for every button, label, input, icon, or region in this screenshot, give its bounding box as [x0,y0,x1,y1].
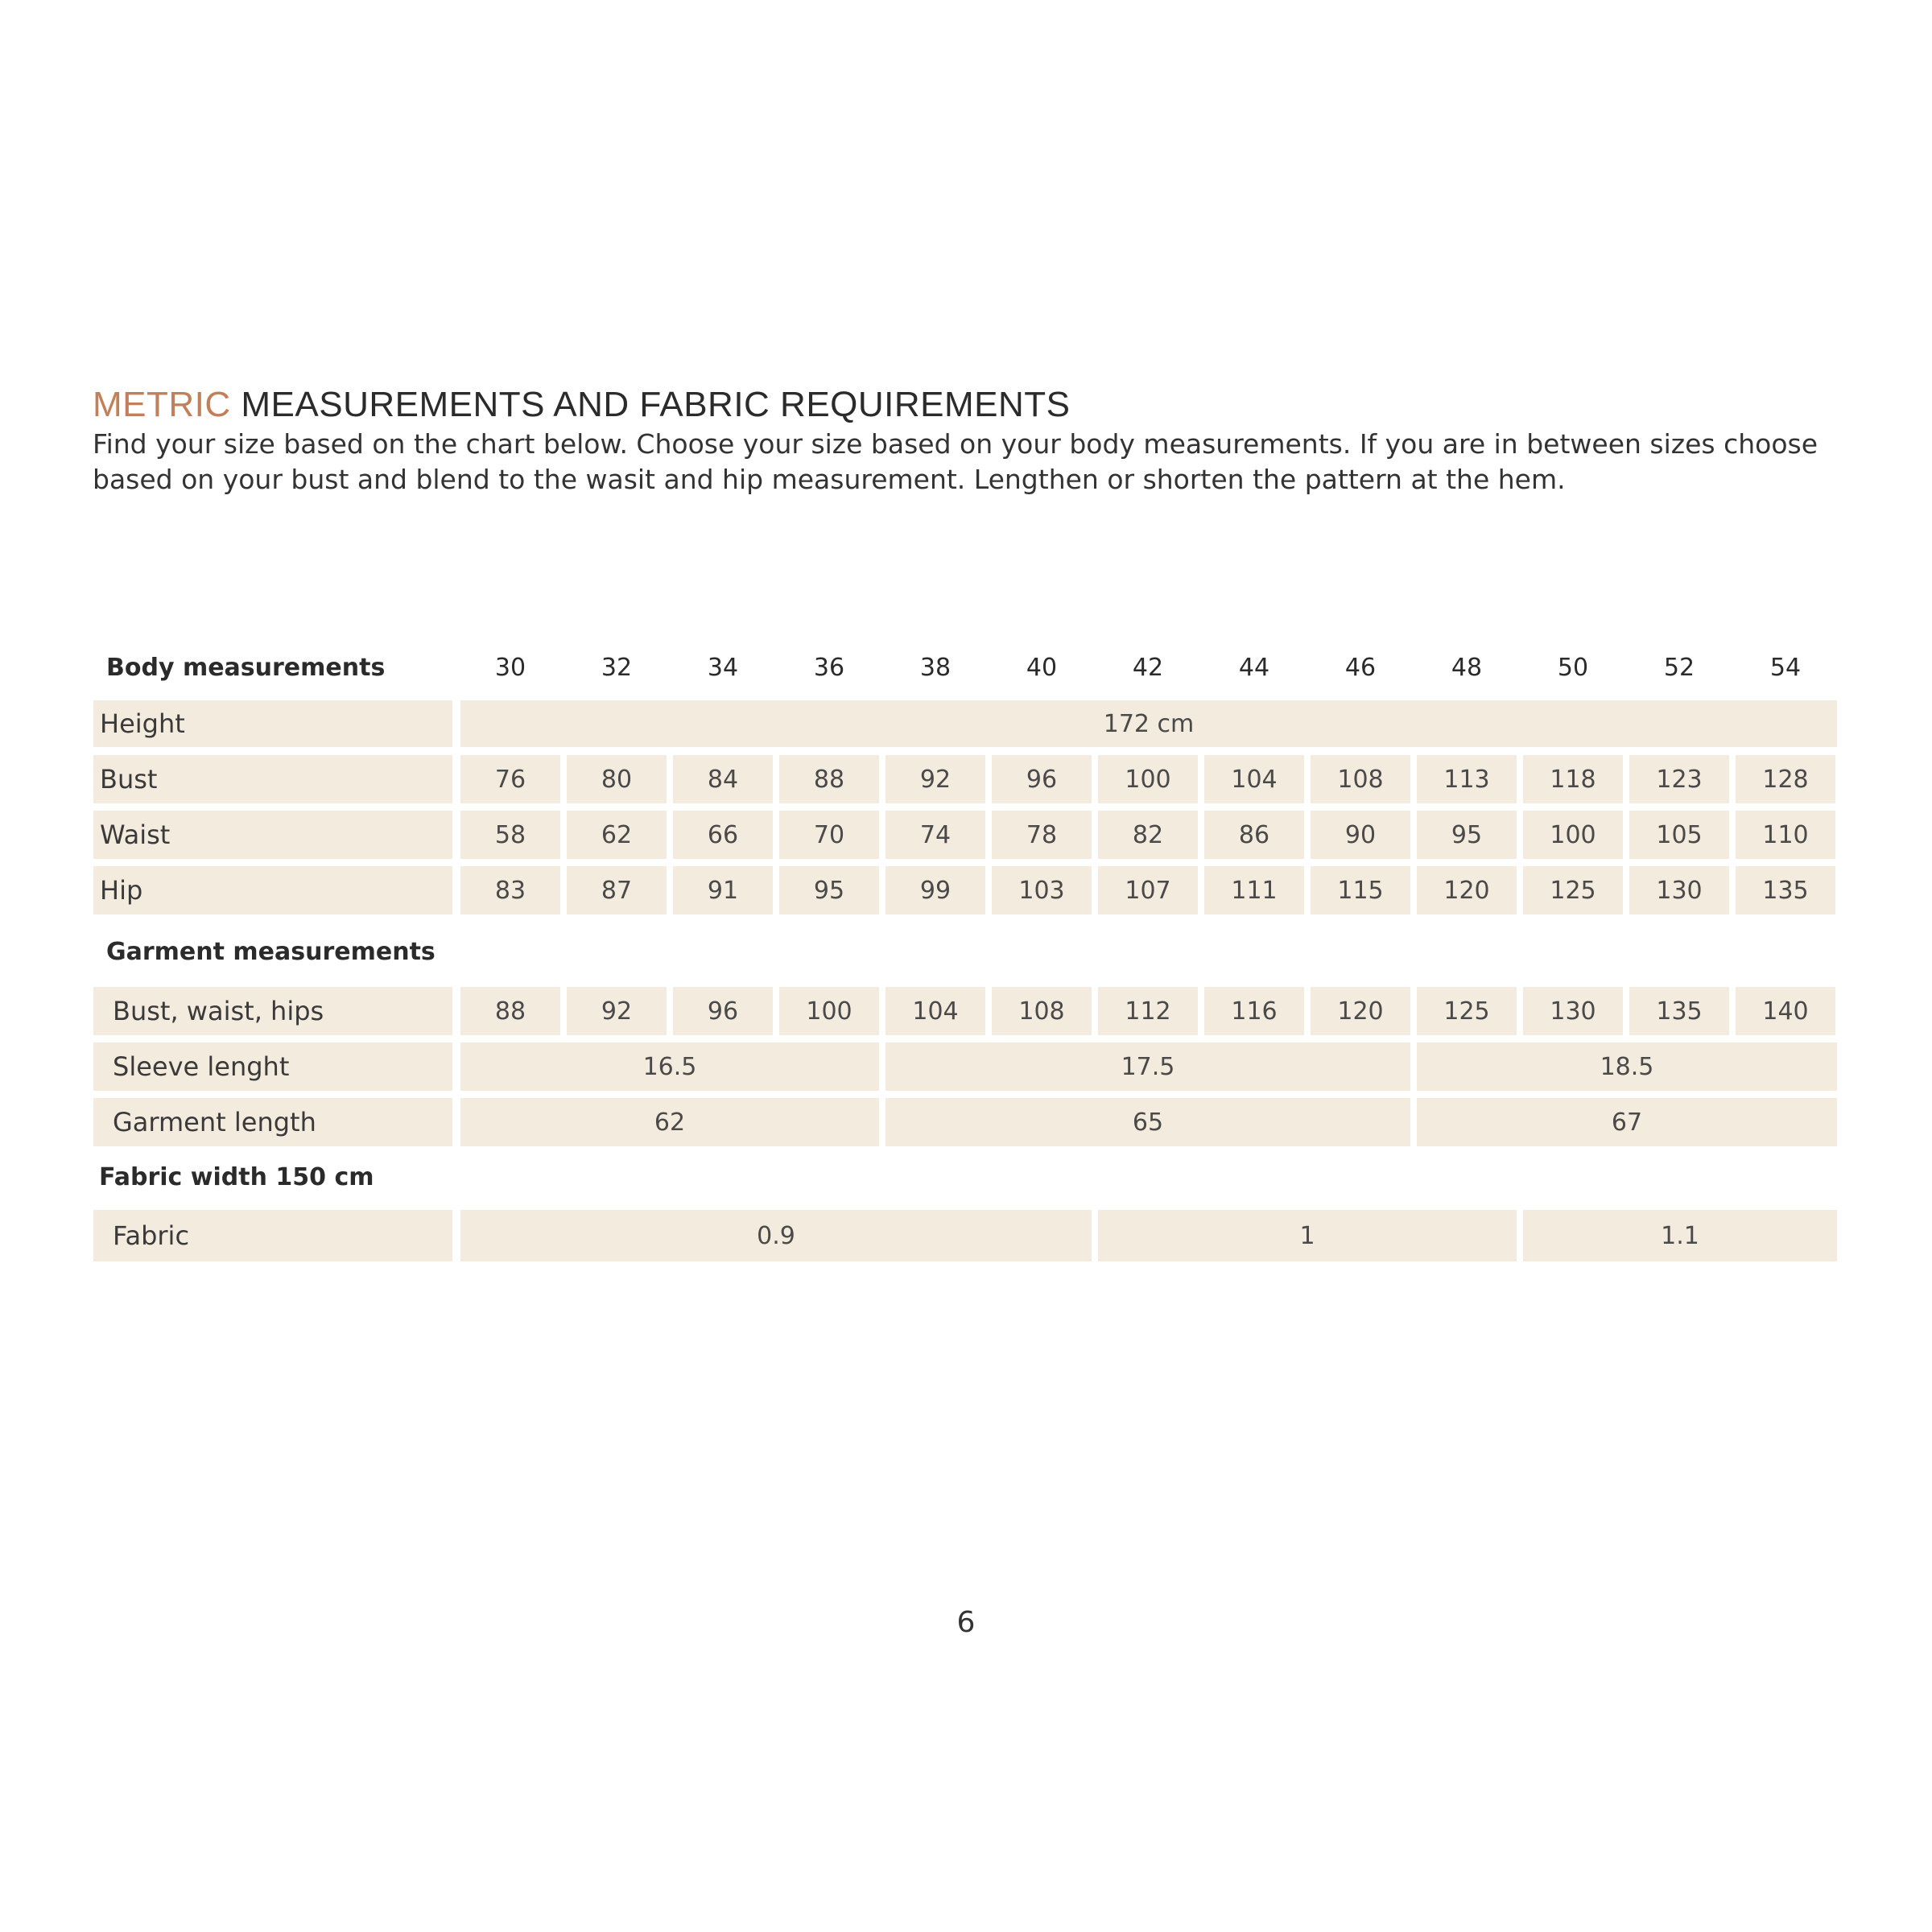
sleeve-cell-3: 18.5 [1417,1042,1837,1091]
waist-cell: 74 [886,811,985,859]
bust-cell: 104 [1204,755,1304,803]
height-value: 172 cm [460,700,1837,747]
size-header: 48 [1451,654,1483,682]
size-header: 52 [1663,654,1695,682]
size-header: 34 [707,654,739,682]
garment-bust-cell: 120 [1311,987,1410,1035]
garment-bust-cell: 125 [1417,987,1517,1035]
hip-cell: 120 [1417,866,1517,914]
fabric-width-header: Fabric width 150 cm [99,1163,374,1191]
size-header: 38 [919,654,952,682]
row-label-garment-length: Garment length [93,1098,452,1146]
garment-bust-cell: 88 [460,987,560,1035]
hip-cell: 87 [567,866,667,914]
hip-cell: 115 [1311,866,1410,914]
garment-length-cell-1: 62 [460,1098,879,1146]
waist-cell: 70 [779,811,879,859]
garment-bust-cell: 130 [1523,987,1623,1035]
garment-bust-cell: 104 [886,987,985,1035]
size-header: 54 [1769,654,1802,682]
hip-cell: 103 [992,866,1092,914]
bust-cell: 88 [779,755,879,803]
sleeve-cell-1: 16.5 [460,1042,879,1091]
bust-cell: 92 [886,755,985,803]
page-number: 6 [956,1606,976,1639]
row-label-fabric: Fabric [93,1210,452,1261]
hip-cell: 99 [886,866,985,914]
row-label-garment-bust: Bust, waist, hips [93,987,452,1035]
hip-cell: 111 [1204,866,1304,914]
waist-cell: 100 [1523,811,1623,859]
garment-length-cell-2: 65 [886,1098,1410,1146]
title-accent: METRIC [93,385,231,424]
hip-cell: 95 [779,866,879,914]
waist-cell: 62 [567,811,667,859]
row-label-waist: Waist [93,811,452,859]
size-header: 36 [813,654,845,682]
garment-bust-cell: 116 [1204,987,1304,1035]
size-header: 30 [494,654,526,682]
intro-text: Find your size based on the chart below. Choose your size based on your body measurements. If you are in between sizes choose based on your bust and blend to the wasit and hip measurement. Lengthen or shorten the pattern at the hem. [93,428,1818,495]
row-label-height: Height [93,700,452,747]
fabric-cell-3: 1.1 [1523,1210,1837,1261]
bust-cell: 96 [992,755,1092,803]
row-label-hip: Hip [93,866,452,914]
fabric-cell-2: 1 [1098,1210,1517,1261]
waist-cell: 105 [1629,811,1729,859]
garment-bust-cell: 135 [1629,987,1729,1035]
hip-cell: 91 [673,866,773,914]
bust-cell: 84 [673,755,773,803]
size-header: 40 [1026,654,1058,682]
waist-cell: 95 [1417,811,1517,859]
size-header: 32 [601,654,633,682]
hip-cell: 130 [1629,866,1729,914]
hip-cell: 83 [460,866,560,914]
waist-cell: 110 [1736,811,1835,859]
title-rest: MEASUREMENTS AND FABRIC REQUIREMENTS [230,385,1071,424]
row-label-sleeve: Sleeve lenght [93,1042,452,1091]
bust-cell: 123 [1629,755,1729,803]
waist-cell: 78 [992,811,1092,859]
waist-cell: 66 [673,811,773,859]
bust-cell: 128 [1736,755,1835,803]
waist-cell: 86 [1204,811,1304,859]
garment-bust-cell: 140 [1736,987,1835,1035]
bust-cell: 76 [460,755,560,803]
waist-cell: 82 [1098,811,1198,859]
garment-bust-cell: 108 [992,987,1092,1035]
hip-cell: 107 [1098,866,1198,914]
hip-cell: 135 [1736,866,1835,914]
row-label-bust: Bust [93,755,452,803]
size-header: 50 [1557,654,1589,682]
garment-bust-cell: 92 [567,987,667,1035]
bust-cell: 113 [1417,755,1517,803]
bust-cell: 80 [567,755,667,803]
waist-cell: 58 [460,811,560,859]
bust-cell: 108 [1311,755,1410,803]
body-measurements-header: Body measurements [106,654,386,682]
page-title [93,385,1071,425]
bust-cell: 118 [1523,755,1623,803]
waist-cell: 90 [1311,811,1410,859]
sleeve-cell-2: 17.5 [886,1042,1410,1091]
size-header: 46 [1344,654,1377,682]
garment-measurements-header: Garment measurements [106,938,436,966]
garment-length-cell-3: 67 [1417,1098,1837,1146]
garment-bust-cell: 100 [779,987,879,1035]
bust-cell: 100 [1098,755,1198,803]
fabric-cell-1: 0.9 [460,1210,1092,1261]
hip-cell: 125 [1523,866,1623,914]
size-header: 44 [1238,654,1270,682]
size-header: 42 [1132,654,1164,682]
garment-bust-cell: 96 [673,987,773,1035]
garment-bust-cell: 112 [1098,987,1198,1035]
